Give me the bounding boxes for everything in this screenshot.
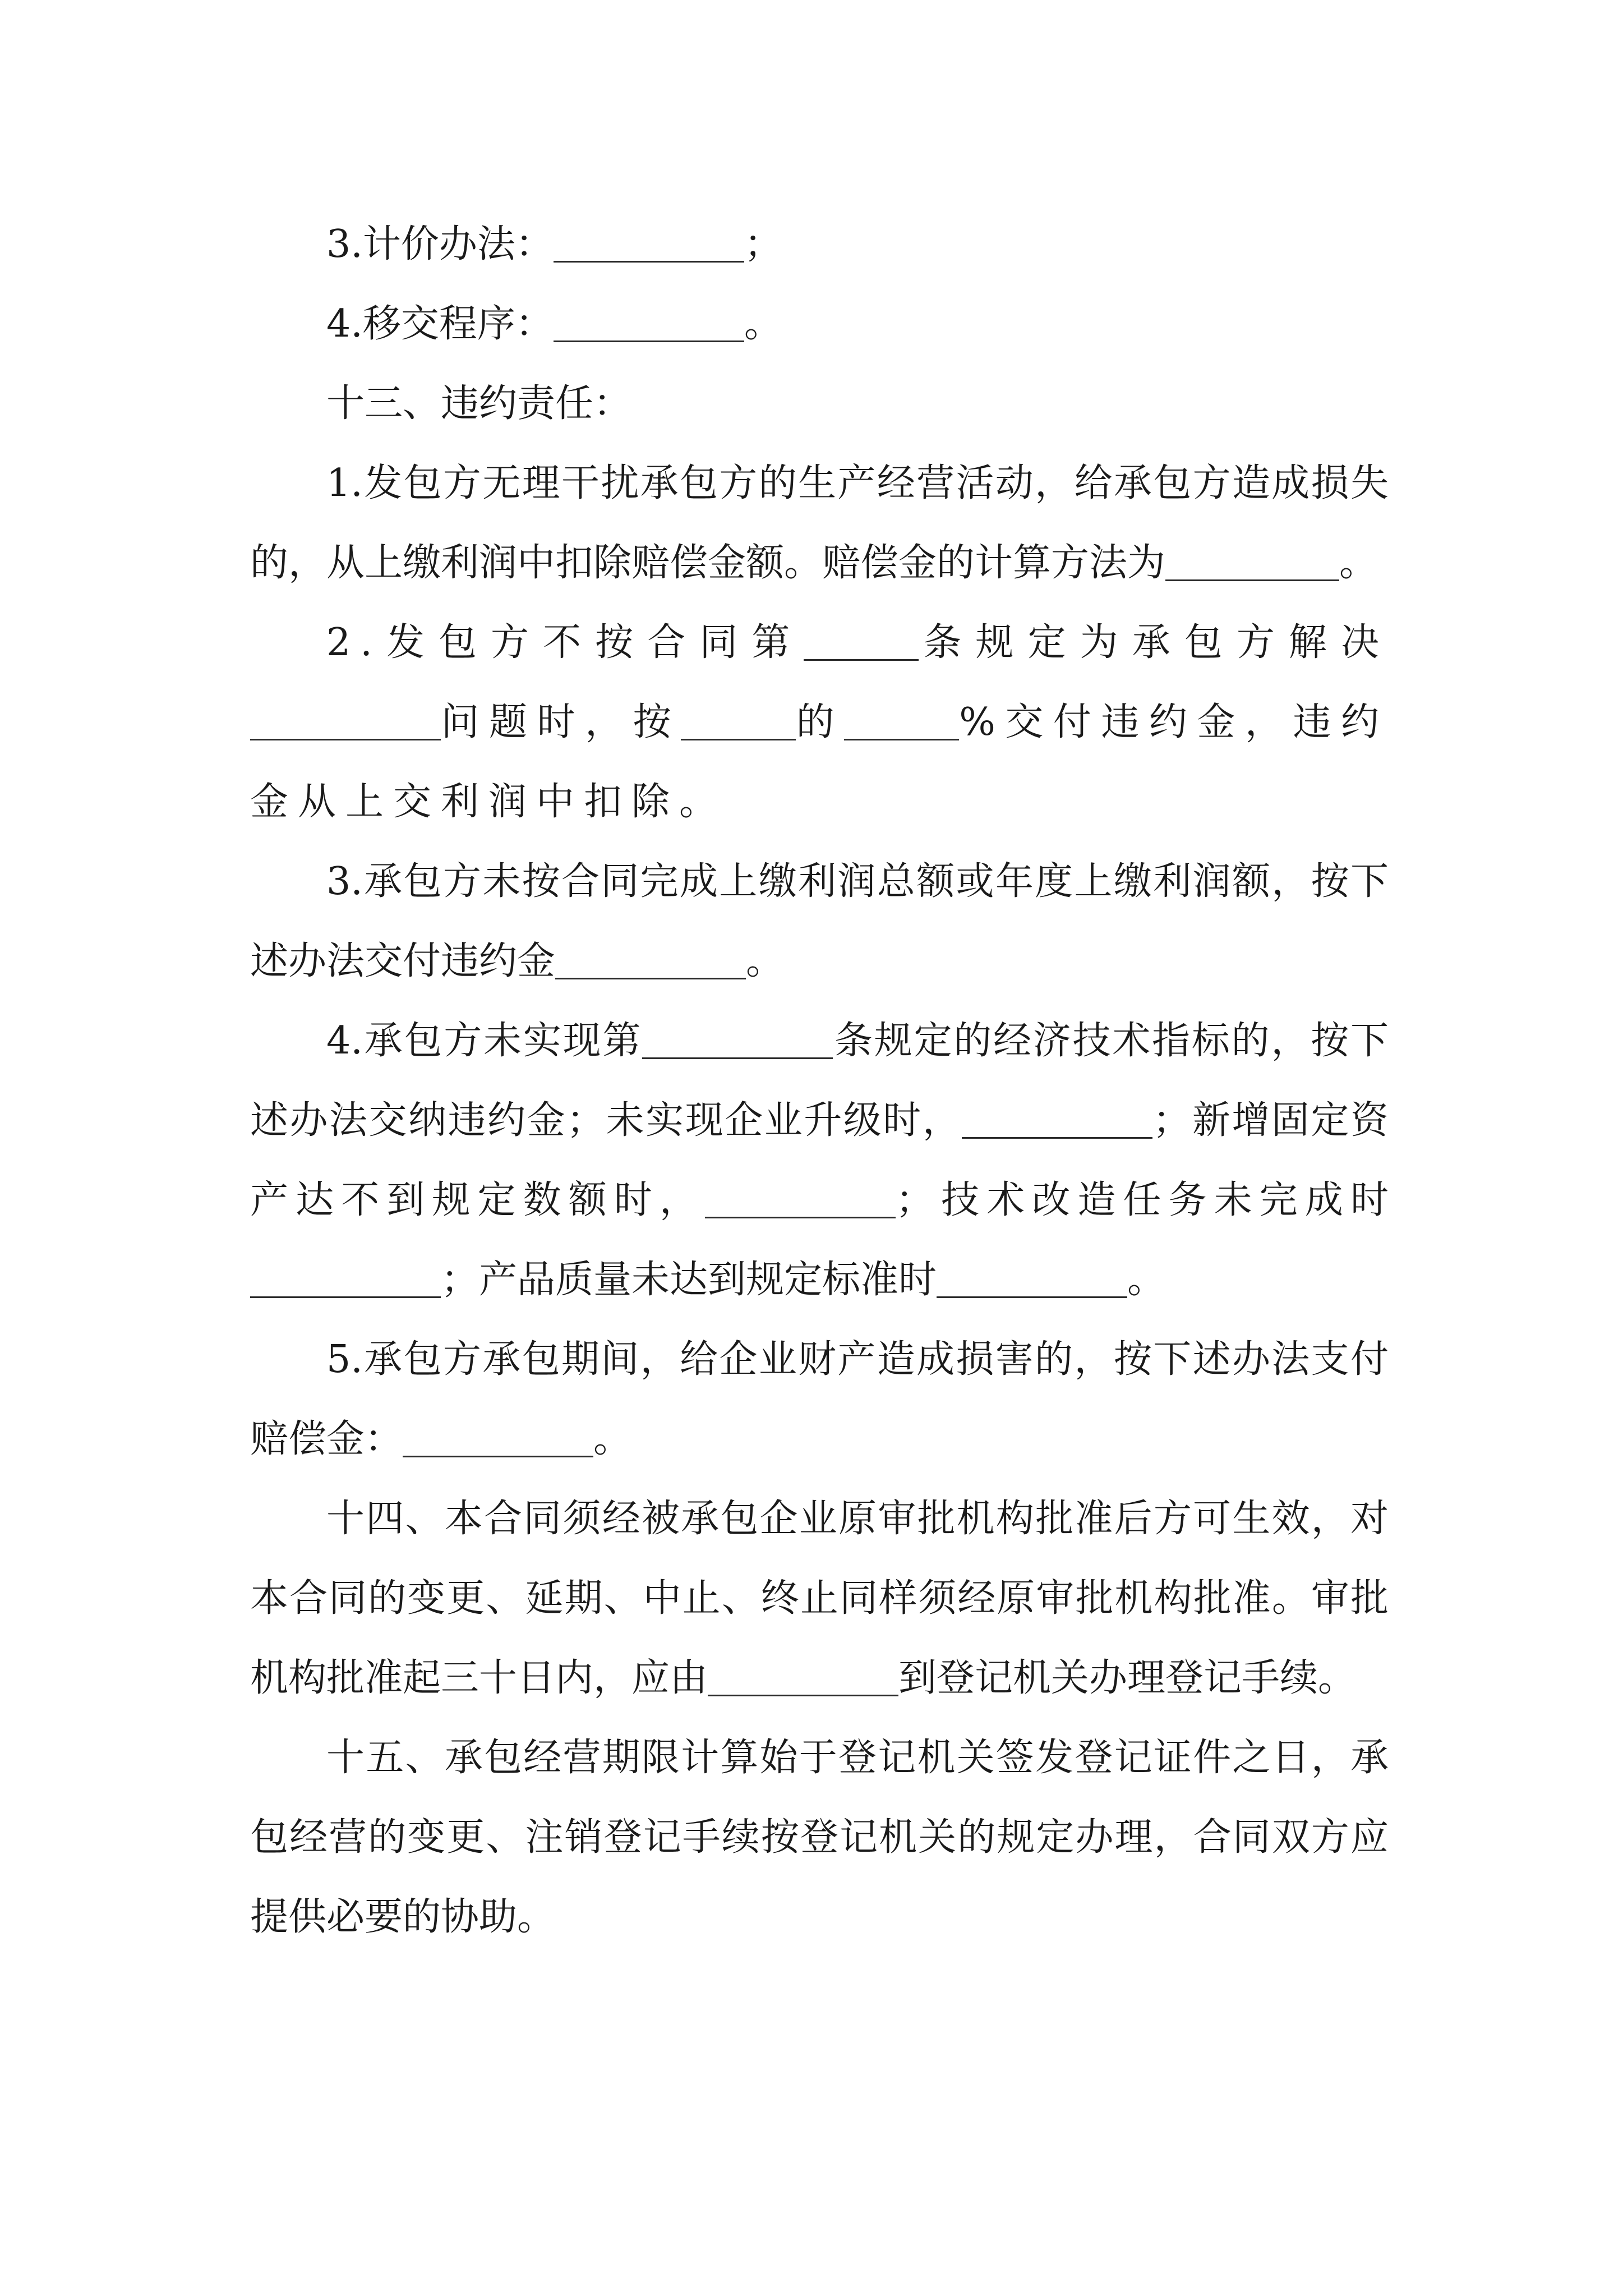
fill-in-blank[interactable] xyxy=(554,222,744,263)
text-segment: 到登记机关办理登记手续。 xyxy=(898,1656,1357,1700)
fill-in-blank[interactable] xyxy=(250,1257,441,1298)
fill-in-blank[interactable] xyxy=(1165,540,1339,581)
paragraph-clause-1 xyxy=(250,444,1389,603)
text-segment: 5.承包方承包期间，给企业财产造成损害的，按下述办法支付赔偿金： xyxy=(250,1337,1389,1461)
fill-in-blank[interactable] xyxy=(705,1177,896,1218)
fill-in-blank[interactable] xyxy=(642,1018,833,1059)
text-segment: 4.移交程序： xyxy=(326,302,554,346)
text-segment: 。 xyxy=(1127,1258,1166,1302)
text-segment: ；产品质量未达到规定标准时 xyxy=(441,1258,937,1302)
text-segment: ；技术改造任务未完成时 xyxy=(896,1178,1389,1222)
paragraph-clause-2 xyxy=(250,603,1389,842)
paragraph-clause-3 xyxy=(250,842,1389,1001)
fill-in-blank[interactable] xyxy=(937,1257,1127,1298)
paragraph-pricing-method xyxy=(250,205,1389,284)
text-segment: 3.承包方未按合同完成上缴利润总额或年度上缴利润额，按下述办法交付违约金 xyxy=(250,859,1389,983)
fill-in-blank[interactable] xyxy=(555,938,746,979)
text-segment: 条规定为承包方解决 xyxy=(919,620,1389,665)
text-segment: 的 xyxy=(796,700,845,744)
text-segment: ； xyxy=(744,222,782,266)
paragraph-clause-5 xyxy=(250,1320,1389,1479)
text-segment: 1.发包方无理干扰承包方的生产经营活动，给承包方造成损失的，从上缴利润中扣除赔偿金额。赔偿金的计算方法为 xyxy=(250,461,1389,585)
text-segment: 十三、违约责任： xyxy=(326,381,632,426)
text-segment: 3.计价办法： xyxy=(326,222,554,266)
fill-in-blank[interactable] xyxy=(962,1098,1152,1139)
fill-in-blank[interactable] xyxy=(403,1416,593,1457)
fill-in-blank[interactable] xyxy=(844,700,959,740)
text-segment: 条规定的经济技术指标的，按下述办法交纳违约金；未实现企业升级时， xyxy=(250,1019,1389,1143)
text-segment: 4.承包方未实现第 xyxy=(326,1019,643,1063)
text-segment: 。 xyxy=(593,1417,632,1461)
text-segment: 。 xyxy=(746,939,785,983)
fill-in-blank[interactable] xyxy=(554,301,744,342)
fill-in-blank[interactable] xyxy=(681,700,796,740)
fill-in-blank[interactable] xyxy=(708,1655,898,1696)
section-heading-liability xyxy=(250,364,1389,444)
paragraph-section-15 xyxy=(250,1718,1389,1957)
text-segment: 十五、承包经营期限计算始于登记机关签发登记证件之日，承包经营的变更、注销登记手续按登记机关的规定办理，合同双方应提供必要的协助。 xyxy=(250,1736,1389,1939)
fill-in-blank[interactable] xyxy=(250,700,441,740)
paragraph-handover-procedure xyxy=(250,284,1389,364)
text-segment: 问题时，按 xyxy=(441,700,681,744)
text-segment: 。 xyxy=(1339,541,1378,585)
paragraph-clause-4 xyxy=(250,1001,1389,1320)
text-segment: 十四、本合同须经被承包企业原审批机构批准后方可生效，对本合同的变更、延期、中止、终止同样须经原审批机构批准。审批机构批准起三十日内，应由 xyxy=(250,1497,1389,1700)
text-segment: ；新增固定资产达不到规定数额时， xyxy=(250,1098,1389,1222)
text-segment: %交付违约金，违约金从上交利润中扣除。 xyxy=(250,700,1389,824)
contract-text xyxy=(250,205,1389,1957)
text-segment: 2.发包方不按合同第 xyxy=(326,620,804,665)
fill-in-blank[interactable] xyxy=(804,620,919,661)
text-segment: 。 xyxy=(744,302,782,346)
paragraph-section-14 xyxy=(250,1479,1389,1718)
